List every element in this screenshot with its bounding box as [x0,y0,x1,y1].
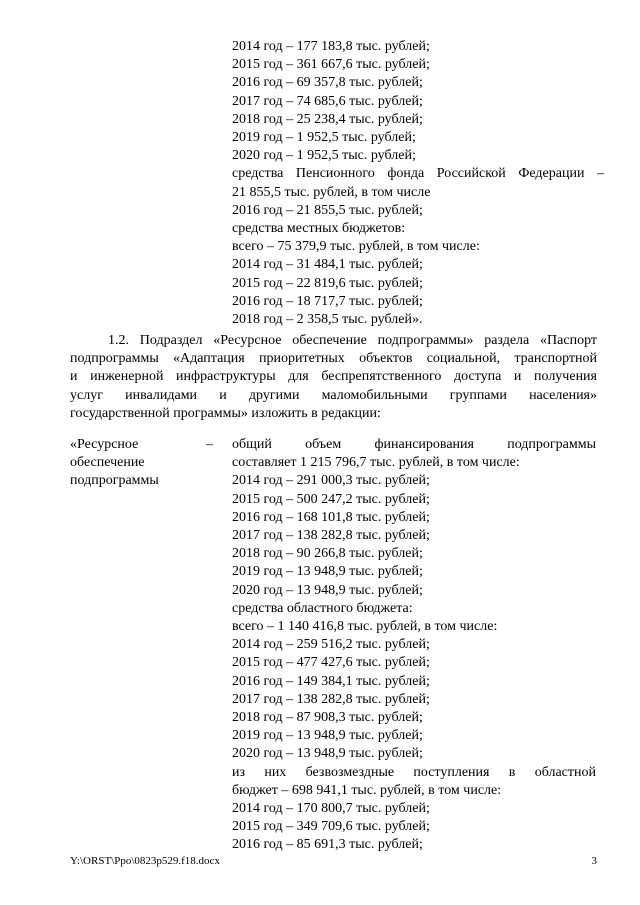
label-line: «Ресурсное [70,437,139,452]
funding-line: 2016 год – 21 855,5 тыс. рублей; [232,202,423,218]
funding-line: 2020 год – 1 952,5 тыс. рублей; [232,148,416,164]
paragraph-line: государственной программы» изложить в редакции: [70,405,381,421]
funding-line: средства местных бюджетов: [232,221,406,237]
funding-line: 2017 год – 74 685,6 тыс. рублей; [232,93,423,109]
funding-line: 2016 год – 69 357,8 тыс. рублей; [232,75,423,91]
funding-line: 2018 год – 25 238,4 тыс. рублей; [232,111,423,127]
value-line: 2015 год – 349 709,6 тыс. рублей; [232,819,430,835]
value-line: 2019 год – 13 948,9 тыс. рублей; [232,564,423,580]
funding-line: 2014 год – 177 183,8 тыс. рублей; [232,39,430,54]
value-line: 2016 год – 168 101,8 тыс. рублей; [232,509,430,525]
value-line: 2016 год – 149 384,1 тыс. рублей; [232,673,430,689]
value-line: 2016 год – 85 691,3 тыс. рублей; [232,837,423,853]
funding-line: 2014 год – 31 484,1 тыс. рублей; [232,257,423,273]
funding-line: 2016 год – 18 717,7 тыс. рублей; [232,293,423,309]
amendment-paragraph [70,332,597,423]
label-dash: – [206,437,213,452]
value-line: из них безвозмездные поступления в областной [232,764,596,780]
value-line: всего – 1 140 416,8 тыс. рублей, в том числе: [232,619,498,635]
value-line: 2014 год – 170 800,7 тыс. рублей; [232,801,430,817]
funding-line: 2018 год – 2 358,5 тыс. рублей». [232,312,423,328]
value-line: общий объем финансирования подпрограммы [232,437,596,452]
file-path: Y:\ORST\Ppo\0823p529.f18.docx [70,855,220,867]
funding-line: 21 855,5 тыс. рублей, в том числе [232,184,431,200]
paragraph-line: 1.2. Подраздел «Ресурсное обеспечение подпрограммы» раздела «Паспорт [108,333,597,348]
resource-label-cell [70,436,216,491]
funding-line: 2019 год – 1 952,5 тыс. рублей; [232,130,416,146]
value-line: 2015 год – 500 247,2 тыс. рублей; [232,491,430,507]
value-line: 2019 год – 13 948,9 тыс. рублей; [232,728,423,744]
label-line: подпрограммы [70,473,159,489]
value-line: 2015 год – 477 427,6 тыс. рублей; [232,655,430,671]
value-line: 2014 год – 291 000,3 тыс. рублей; [232,473,430,489]
label-line: обеспечение [70,455,145,471]
value-line: 2017 год – 138 282,8 тыс. рублей; [232,691,430,707]
funding-line: средства Пенсионного фонда Российской Федерации – [232,166,604,182]
value-line: 2020 год – 13 948,9 тыс. рублей; [232,746,423,762]
paragraph-line: подпрограммы «Адаптация приоритетных объектов социальной, транспортной [70,351,597,367]
page-footer [70,855,597,867]
value-line: 2018 год – 87 908,3 тыс. рублей; [232,710,423,726]
value-line: бюджет – 698 941,1 тыс. рублей, в том числе: [232,782,502,798]
funding-continuation-list [232,38,604,329]
funding-line: 2015 год – 22 819,6 тыс. рублей; [232,275,423,291]
page-number: 3 [591,855,597,867]
value-line: 2017 год – 138 282,8 тыс. рублей; [232,528,430,544]
paragraph-line: и инженерной инфраструктуры для беспрепятственного доступа и получения [70,369,597,385]
value-line: средства областного бюджета: [232,600,413,616]
value-line: 2020 год – 13 948,9 тыс. рублей; [232,582,423,598]
paragraph-line: услуг инвалидами и другими маломобильными группами населения» [70,387,597,403]
value-line: 2014 год – 259 516,2 тыс. рублей; [232,637,430,653]
value-line: составляет 1 215 796,7 тыс. рублей, в том числе: [232,455,520,471]
funding-line: всего – 75 379,9 тыс. рублей, в том числе: [232,239,480,255]
funding-line: 2015 год – 361 667,6 тыс. рублей; [232,57,430,73]
value-line: 2018 год – 90 266,8 тыс. рублей; [232,546,423,562]
resource-value-cell [232,436,596,855]
